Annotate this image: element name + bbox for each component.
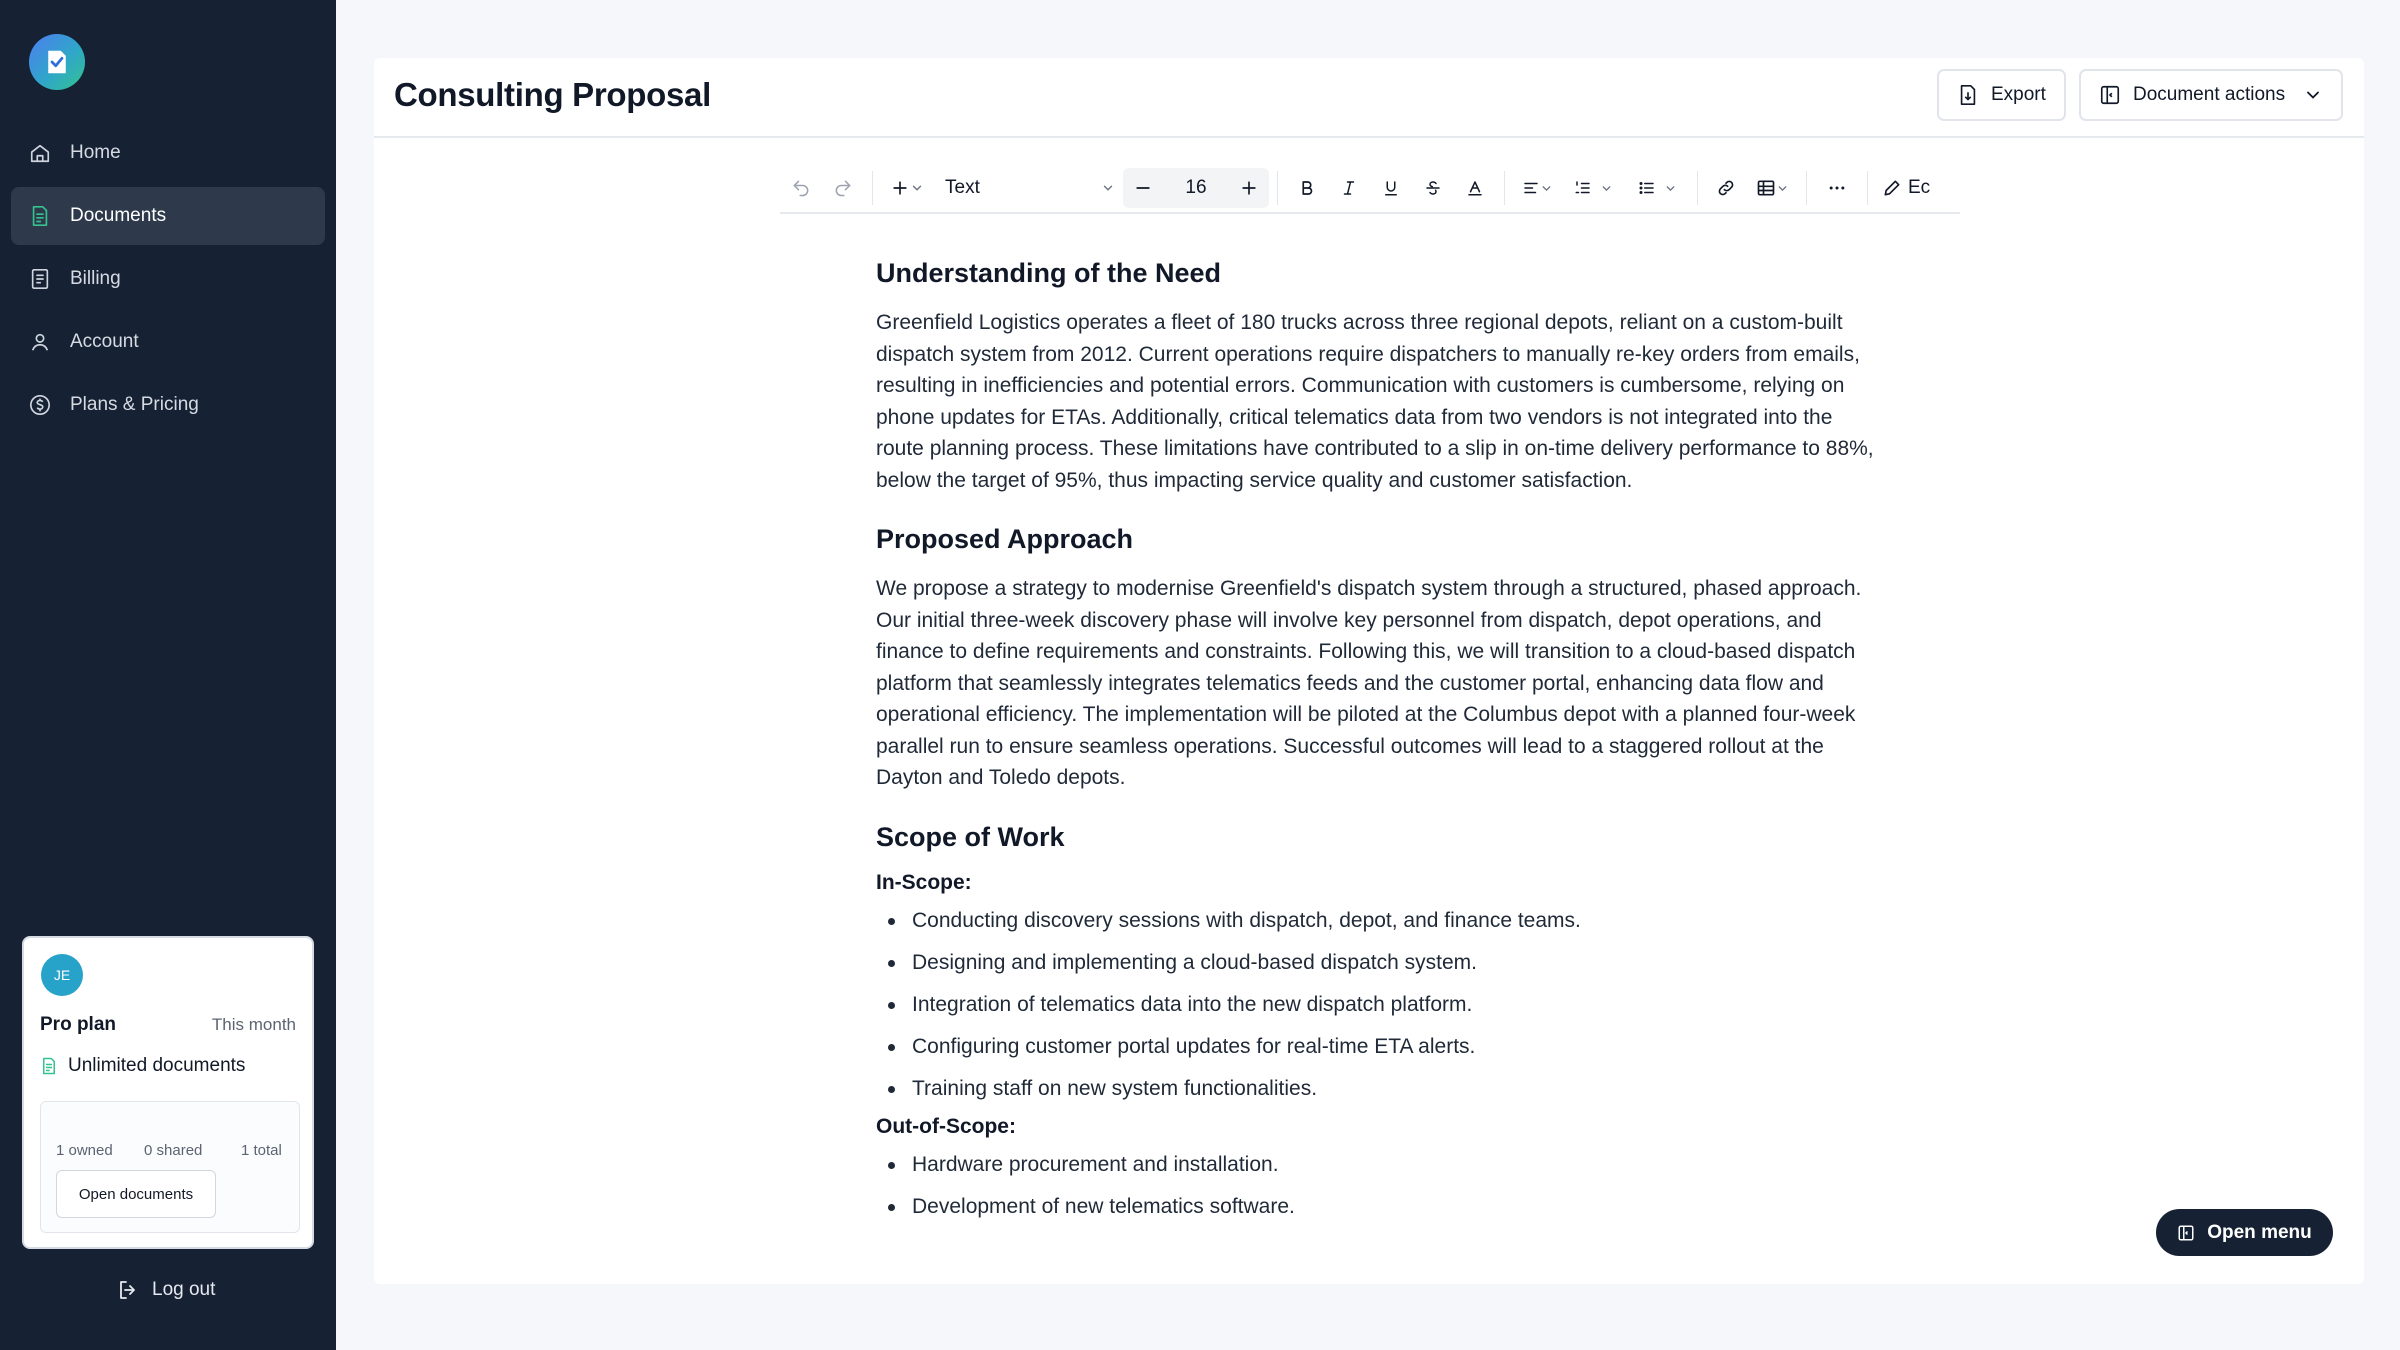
in-scope-label: In-Scope:	[876, 870, 972, 894]
numbered-list-icon	[1574, 179, 1592, 197]
sidebar-item-label: Plans & Pricing	[70, 394, 199, 415]
list-item: Integration of telematics data into the new dispatch platform.	[876, 989, 1876, 1021]
sidebar-item-billing[interactable]	[11, 250, 325, 308]
plan-feature	[40, 1055, 245, 1077]
document-icon	[40, 1057, 58, 1075]
font-size-stepper	[1123, 168, 1269, 208]
sidebar-item-label: Billing	[70, 268, 121, 289]
bold-icon[interactable]	[1286, 168, 1328, 208]
stat-total: 1 total	[241, 1142, 282, 1159]
increase-size-button[interactable]	[1229, 168, 1269, 208]
chevron-down-icon	[2303, 85, 2323, 105]
logo-icon	[42, 47, 72, 77]
out-of-scope-label: Out-of-Scope:	[876, 1114, 1016, 1138]
receipt-icon	[27, 266, 53, 292]
chevron-down-icon	[1600, 182, 1613, 195]
plus-icon	[1239, 178, 1259, 198]
in-scope-list	[876, 905, 1876, 1105]
panel-icon	[2099, 84, 2121, 106]
strikethrough-icon[interactable]	[1412, 168, 1454, 208]
open-menu-label: Open menu	[2207, 1221, 2312, 1243]
document-header	[374, 58, 2364, 138]
sidebar	[0, 0, 336, 1350]
text-color-icon[interactable]	[1454, 168, 1496, 208]
toolbar-divider	[1806, 171, 1807, 205]
section-paragraph: We propose a strategy to modernise Greenfield's dispatch system through a structured, phased approach. Our initial three-week discovery phase will involve key personnel from dispatch, depot operations, and finance to define requirements and constraints. Following this, we will transition to a cloud-based dispatch platform that seamlessly integrates telematics feeds and the customer portal, enhancing data flow and operational efficiency. The implementation will be piloted at the Columbus depot with a planned four-week parallel run to ensure seamless operations. Successful outcomes will lead to a staggered rollout at the Dayton and Toledo depots.	[876, 577, 1862, 789]
panel-icon	[2177, 1224, 2195, 1242]
toolbar-divider	[872, 171, 873, 205]
list-item: Designing and implementing a cloud-based dispatch system.	[876, 947, 1876, 979]
plan-name: Pro plan	[40, 1014, 117, 1035]
edit-mode-label: Ec	[1908, 177, 1931, 198]
document-actions-button[interactable]	[2079, 69, 2343, 121]
text-style-value: Text	[945, 177, 980, 198]
redo-icon[interactable]	[822, 168, 864, 208]
ordered-list-button[interactable]	[1561, 168, 1625, 208]
stat-shared: 0 shared	[144, 1142, 203, 1159]
sidebar-item-home[interactable]	[11, 124, 325, 182]
toolbar-divider	[1504, 171, 1505, 205]
chevron-down-icon	[1776, 182, 1789, 195]
align-left-icon	[1522, 179, 1540, 197]
sidebar-item-label: Account	[70, 331, 139, 352]
bullet-list-button[interactable]	[1625, 168, 1689, 208]
undo-icon[interactable]	[780, 168, 822, 208]
toolbar-divider	[1277, 171, 1278, 205]
plan-card	[22, 936, 314, 1249]
open-documents-button[interactable]: Open documents	[56, 1170, 216, 1218]
document-actions-label: Document actions	[2133, 84, 2286, 105]
link-icon[interactable]	[1706, 168, 1746, 208]
list-item: Conducting discovery sessions with dispatch, depot, and finance teams.	[876, 905, 1876, 937]
export-label: Export	[1991, 84, 2046, 105]
sidebar-nav	[11, 124, 325, 439]
plus-icon	[890, 178, 910, 198]
sidebar-item-label: Home	[70, 142, 121, 163]
editor-toolbar	[780, 164, 1960, 214]
align-button[interactable]	[1513, 168, 1561, 208]
out-of-scope-list	[876, 1149, 1876, 1223]
chevron-down-icon	[1664, 182, 1677, 195]
more-options-icon[interactable]	[1815, 168, 1859, 208]
sidebar-item-plans-pricing[interactable]	[11, 376, 325, 434]
dollar-circle-icon	[27, 392, 53, 418]
page-title: Consulting Proposal	[394, 76, 711, 113]
section-paragraph: Greenfield Logistics operates a fleet of 180 trucks across three regional depots, reliant on a custom-built dispatch system from 2012. Current operations require dispatchers to manually re-key orders from emails, resulting in inefficiencies and potential errors. Communication with customers is cumbersome, relying on phone updates for ETAs. Additionally, critical telematics data from two vendors is not integrated into the route planning process. These limitations have contributed to a slip in on-time delivery performance to 88%, below the target of 95%, thus impacting service quality and customer satisfaction.	[876, 311, 1874, 492]
text-style-select[interactable]	[933, 168, 1123, 208]
list-item: Hardware procurement and installation.	[876, 1149, 1876, 1181]
table-button[interactable]	[1746, 168, 1798, 208]
export-button[interactable]	[1937, 69, 2066, 121]
sidebar-item-documents[interactable]	[11, 187, 325, 245]
open-menu-button[interactable]	[2156, 1209, 2333, 1256]
chevron-down-icon	[910, 181, 924, 195]
section-heading: Proposed Approach	[876, 524, 1134, 554]
plan-feature-label: Unlimited documents	[68, 1055, 246, 1076]
file-export-icon	[1957, 84, 1979, 106]
list-item: Training staff on new system functionalities.	[876, 1073, 1876, 1105]
document-content[interactable]	[876, 258, 1876, 1233]
document-stats	[40, 1101, 300, 1233]
bullet-list-icon	[1638, 179, 1656, 197]
insert-button[interactable]	[881, 168, 933, 208]
list-item: Development of new telematics software.	[876, 1191, 1876, 1223]
decrease-size-button[interactable]	[1123, 168, 1163, 208]
logout-icon	[116, 1278, 140, 1302]
font-size-input[interactable]: 16	[1185, 177, 1207, 198]
document-icon	[27, 203, 53, 229]
chevron-down-icon	[1540, 182, 1553, 195]
table-icon	[1756, 178, 1776, 198]
edit-mode-button[interactable]	[1876, 168, 1930, 208]
italic-icon[interactable]	[1328, 168, 1370, 208]
sidebar-item-label: Documents	[70, 205, 167, 226]
minus-icon	[1133, 178, 1153, 198]
chevron-down-icon	[1101, 181, 1115, 195]
section-heading: Understanding of the Need	[876, 258, 1222, 288]
underline-icon[interactable]	[1370, 168, 1412, 208]
sidebar-item-account[interactable]	[11, 313, 325, 371]
pencil-icon	[1882, 178, 1902, 198]
app-logo[interactable]	[29, 34, 85, 90]
toolbar-divider	[1697, 171, 1698, 205]
toolbar-divider	[1867, 171, 1868, 205]
avatar[interactable]: JE	[41, 954, 83, 996]
section-heading: Scope of Work	[876, 821, 1065, 852]
document-panel	[374, 58, 2364, 1284]
logout-button[interactable]	[116, 1278, 215, 1302]
user-icon	[27, 329, 53, 355]
plan-period: This month	[211, 1015, 296, 1034]
list-item: Configuring customer portal updates for real-time ETA alerts.	[876, 1031, 1876, 1063]
stat-owned: 1 owned	[56, 1142, 113, 1159]
logout-label: Log out	[152, 1279, 216, 1300]
home-icon	[27, 140, 53, 166]
